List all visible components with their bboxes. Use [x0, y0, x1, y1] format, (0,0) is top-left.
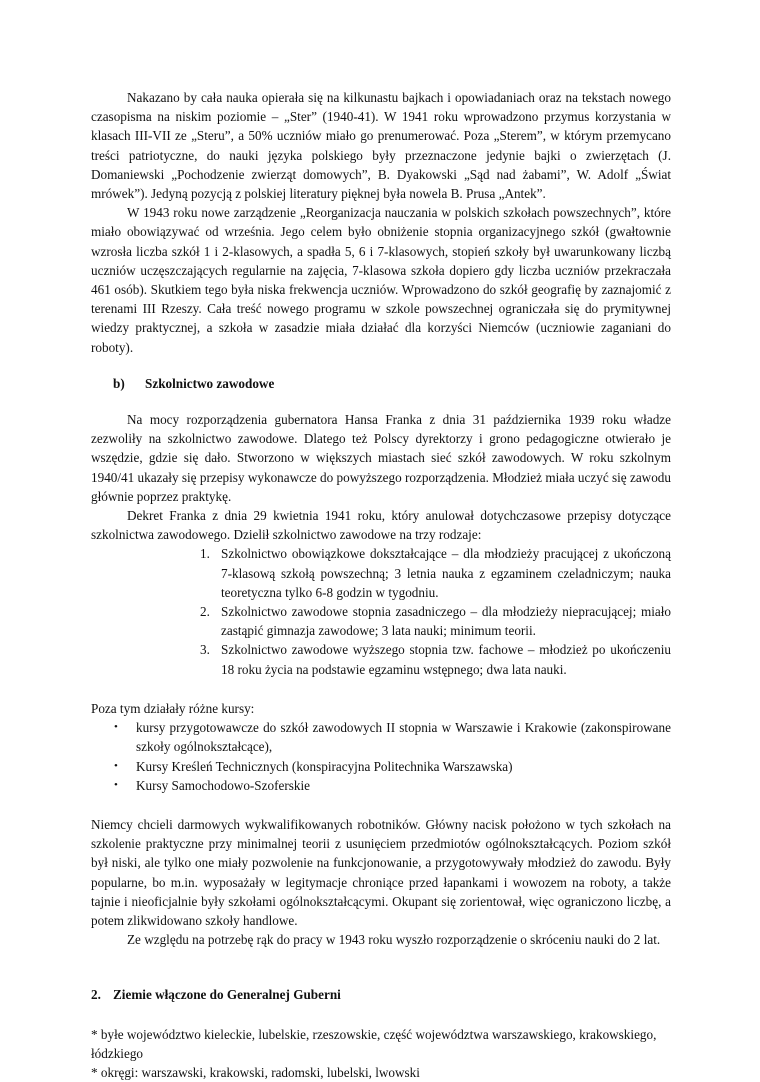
kursy-intro: Poza tym działały różne kursy: [91, 700, 255, 716]
list-item [114, 776, 671, 795]
list-item-text: Kursy Kreśleń Technicznych (konspiracyjna Politechnika Warszawska) [136, 758, 513, 774]
bullet-list-kursy [91, 718, 671, 795]
bullet-icon: • [114, 778, 118, 791]
document-page [91, 88, 671, 1082]
bullet-icon: • [114, 721, 118, 734]
paragraph-darmowi-robotnicy: Niemcy chcieli darmowych wykwalifikowanych robotników. Główny nacisk położono w tych szkołach na szkolenie praktyczne przy minimalnej teorii z usunięciem przedmiotów ogólnokształcących. Poziom szkół był niski, ale tylko one miały pozwolenie na funkcjonowanie, a przygotowywały młodzież do zawodu. Były popularne, bo m.in. wyposażały w legitymacje chroniące przed łapankami i wowozem na roboty, a także tajnie i nieoficjalnie były szkołami ogólnokształcącymi. Okupant się zorientował, więc ograniczono liczbę, a potem zlikwidowano szkoły handlowe. [91, 816, 671, 928]
paragraph-reorganizacja-1943: W 1943 roku nowe zarządzenie „Reorganizacja nauczania w polskich szkołach powszechnych”, które miało obowiązywać od września. Jego celem było obniżenie stopnia organizacyjnego szkół (gwałtownie wzrosła liczba szkół 1 i 2-klasowych, a spadła 5, 6 i 7-klasowych, stopień szkoły był uwarunkowany liczbą uczniów uczęszczających regularnie na zajęcia, 7-klasowa szkoła dopiero gdy liczba uczniów przekraczała 461 osób). Skutkiem tego była niska frekwencja uczniów. Wprowadzono do szkół geografię by zaznajomić z terenami III Rzeszy. Cała treść nowego programu w szkole powszechnej ograniczała się do prymitywnej wiedzy praktycznej, a szkoła w zasadzie miała działać dla korzyści Niemców (uczniowie zaganiani do roboty). [91, 205, 671, 355]
section-heading-marker: b) [113, 375, 125, 391]
list-item: Szkolnictwo obowiązkowe dokształcające – dla młodzieży pracującej z ukończoną 7-klasową szkołą powszechną; 3 letnia nauka z egzaminem czeladniczym; nauka teoretyczna tylko 6-8 godzin w tygodniu. [221, 546, 671, 600]
list-item-text: kursy przygotowawcze do szkół zawodowych II stopnia w Warszawie i Krakowie (zakonspirowane szkoły ogólnokształcące), [136, 720, 671, 755]
paragraph-dekret-franka: Dekret Franka z dnia 29 kwietnia 1941 roku, który anulował dotychczasowe przepisy dotyczące szkolnictwa zawodowego. Dzielił szkolnictwo zawodowe na trzy rodzaje: [91, 508, 671, 543]
list-item-text: Kursy Samochodowo-Szoferskie [136, 777, 310, 793]
section-heading-title: Szkolnictwo zawodowe [145, 375, 275, 391]
paragraph-skrocenie-nauki: Ze względu na potrzebę rąk do pracy w 1943 roku wyszło rozporządzenie o skróceniu nauki do 2 lat. [127, 932, 661, 948]
numbered-list-rodzaje-szkolnictwa [91, 544, 671, 678]
paragraph-ster: Nakazano by cała nauka opierała się na kilkunastu bajkach i opowiadaniach oraz na tekstach nowego czasopisma na niskim poziomie – „Ster” (1940-41). W 1941 roku wprowadzono przymus korzystania w klasach III-VII ze „Steru”, a 50% uczniów miało go prenumerować. Poza „Sterem”, w którym przemycano treści patriotyczne, do nauki języka polskiego były przeznaczone jedynie bajki o zwierzętach (J. Domaniewski „Pochodzenie zwierząt domowych”, B. Dyakowski „Sąd nad żabami”, W. Adolf „Świat mrówek”). Jedyną pozycją z polskiej literatury pięknej była nowela B. Prusa „Antek”. [91, 90, 671, 202]
paragraph-rozporzadzenie-franka: Na mocy rozporządzenia gubernatora Hansa Franka z dnia 31 października 1939 roku władze zezwoliły na szkolnictwo zawodowe. Dlatego też Polscy dyrektorzy i grono pedagogiczne otwierało je wszędzie, gdzie się dało. Stworzono w większych miastach sieć szkół zawodowych. W roku szkolnym 1940/41 ukazały się przepisy wykonawcze do powyższego rozporządzenia. Młodzież miała uczyć się zawodu głównie poprzez praktykę. [91, 412, 671, 504]
list-item [114, 718, 671, 756]
list-item: Szkolnictwo zawodowe stopnia zasadniczego – dla młodzieży niepracującej; miało zastąpić gimnazja zawodowe; 3 lata nauki; minimum teorii. [221, 604, 671, 639]
list-item: Szkolnictwo zawodowe wyższego stopnia tzw. fachowe – młodzież po ukończeniu 18 roku życia na podstawie egzaminu wstępnego; dwa lata nauki. [221, 642, 671, 677]
list-item [114, 757, 671, 776]
section-heading-ziemie-wlaczone [91, 985, 671, 1004]
paragraph-okregi: * okręgi: warszawski, krakowski, radomski, lubelski, lwowski [91, 1064, 420, 1080]
bullet-icon: • [114, 759, 118, 772]
section-heading-marker: 2. [91, 987, 101, 1003]
paragraph-byle-wojewodztwa: * byłe województwo kieleckie, lubelskie, rzeszowskie, część województwa warszawskiego, krakowskiego, łódzkiego [91, 1026, 657, 1061]
section-heading-title: Ziemie włączone do Generalnej Guberni [113, 987, 341, 1003]
section-heading-szkolnictwo-zawodowe [91, 374, 671, 393]
